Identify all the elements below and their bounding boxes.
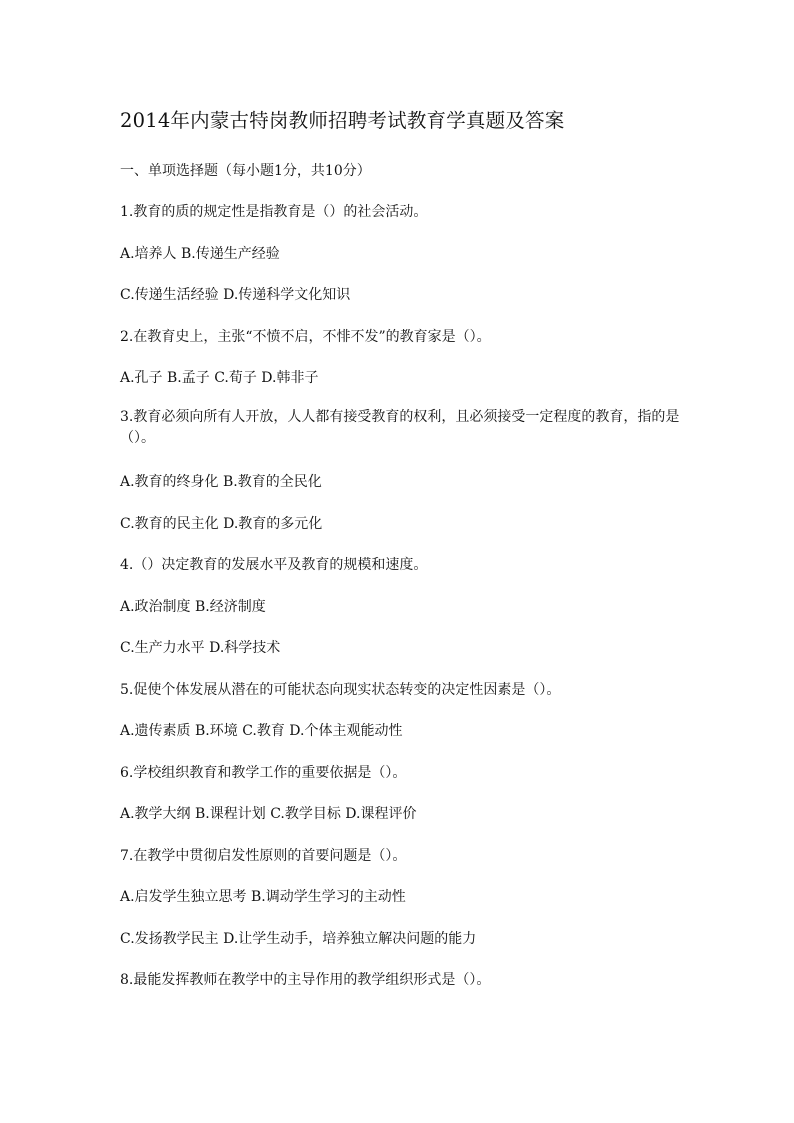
- question-6-options: A.教学大纲 B.课程计划 C.教学目标 D.课程评价: [120, 806, 417, 822]
- question-5-options: A.遗传素质 B.环境 C.教育 D.个体主观能动性: [120, 723, 403, 739]
- question-7: 7.在教学中贯彻启发性原则的首要问题是（）。: [120, 848, 407, 864]
- question-4-options-cd: C.生产力水平 D.科学技术: [120, 640, 281, 656]
- question-7-options-cd: C.发扬教学民主 D.让学生动手，培养独立解决问题的能力: [120, 931, 477, 947]
- question-1: 1.教育的质的规定性是指教育是（）的社会活动。: [120, 204, 428, 220]
- question-5: 5.促使个体发展从潜在的可能状态向现实状态转变的决定性因素是（）。: [120, 682, 561, 698]
- question-2-options: A.孔子 B.孟子 C.荀子 D.韩非子: [120, 370, 319, 386]
- question-3-options-ab: A.教育的终身化 B.教育的全民化: [120, 474, 322, 490]
- question-3-options-cd: C.教育的民主化 D.教育的多元化: [120, 516, 323, 532]
- question-2: 2.在教育史上，主张“不愤不启，不悱不发”的教育家是（）。: [120, 329, 491, 345]
- question-6: 6.学校组织教育和教学工作的重要依据是（）。: [120, 765, 407, 781]
- question-1-options-ab: A.培养人 B.传递生产经验: [120, 246, 280, 262]
- document-title: 2014年内蒙古特岗教师招聘考试教育学真题及答案: [120, 109, 565, 132]
- section-heading: 一、单项选择题（每小题1分，共10分）: [120, 163, 371, 179]
- question-4: 4.（）决定教育的发展水平及教育的规模和速度。: [120, 557, 428, 573]
- question-3: 3.教育必须向所有人开放，人人都有接受教育的权利，且必须接受一定程度的教育，指的是（）。: [120, 409, 680, 446]
- question-1-options-cd: C.传递生活经验 D.传递科学文化知识: [120, 287, 351, 303]
- question-8: 8.最能发挥教师在教学中的主导作用的教学组织形式是（）。: [120, 972, 491, 988]
- question-4-options-ab: A.政治制度 B.经济制度: [120, 599, 266, 615]
- question-7-options-ab: A.启发学生独立思考 B.调动学生学习的主动性: [120, 889, 406, 905]
